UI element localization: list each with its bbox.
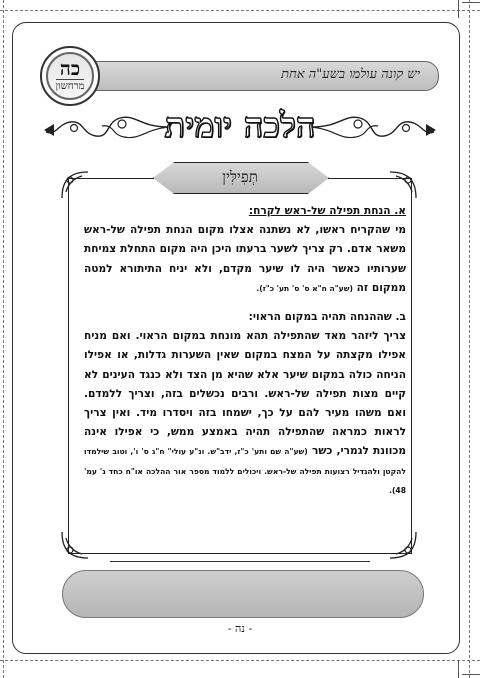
- paragraph-1-text: מי שהקריח ראשו, לא נשתנה אצלו מקום הנחת תפילה של-ראש משאר אדם. רק צריך לשער ברעתו היכן היה מקום התחלת צמיחת שערותיו כאשר היה לו שיער מקדם, ולא יניח התיתורא למטה ממקום זה: [84, 224, 406, 294]
- footer-band: [62, 570, 424, 618]
- section-title: תְּפִילִּין: [222, 168, 258, 186]
- crop-mark: [462, 2, 480, 3]
- paragraph-1-heading: א. הנחת תפילה של-ראש לקרח:: [248, 205, 406, 217]
- header-text: יש קונה עולמו בשע"ה אחת: [281, 67, 420, 82]
- paragraph-2-source: (שע"ה שם ותע' כ"ז, ידב"ש. ונ"ע עולי" ח"ג ס' ו', וטוב שילמדו להקטן ולהגדיל רצועות תפילה של-ראש. ויכולים ללמוד מספר אור ההלכה או"ח כחד ג' עמ' 48).: [84, 447, 406, 495]
- date-badge-inner: [46, 52, 94, 100]
- date-badge: [40, 46, 100, 106]
- cut-line-bottom: [0, 660, 480, 661]
- footer-divider: [110, 561, 370, 562]
- page-number: - נה -: [227, 622, 253, 635]
- crop-mark: [458, 660, 459, 678]
- date-month: מרחשון: [55, 81, 85, 92]
- paragraph-1: [84, 202, 406, 298]
- paragraph-1-source: (שע"ה ח"א ס' ס' תע' כ"ז).: [256, 283, 353, 293]
- cut-line-right: [469, 0, 470, 678]
- main-title: הלכה יומית: [164, 106, 316, 146]
- crop-mark: [462, 674, 480, 675]
- paragraph-2-heading: ב. שההנחה תהיה במקום הראוי:: [248, 311, 406, 324]
- corner-ornament-bottom-left: [60, 530, 90, 560]
- date-day: כה: [59, 58, 81, 80]
- flourish-right-ornament: [310, 110, 440, 144]
- paragraph-2: [84, 308, 406, 500]
- paragraph-2-text: צריך ליזהר מאד שהתפילה תהא מונחת במקום הראוי. ואם מניח אפילו מקצתה על המצח במקום שאין השערות גדלות, או אפילו הניחה כולה במקום שיער אלא שהיא מן הצד ולא כנגד העינים לא קיים מצות תפילה של-ראש. ורבים נכשלים בזה, וצריך ללמדם. ואם משהו מעיר להם על כך, ישמחו בזה ויסדרו מיד. ואין צריך לראות כמראה שהתפילה תהיה באמצע ממש, כי אפילו אינה מכוונת לגמרי, כשר: [84, 330, 406, 458]
- corner-ornament-bottom-right: [388, 530, 418, 560]
- halacha-body: [84, 202, 406, 510]
- corner-ornament-top-right: [388, 170, 418, 200]
- corner-ornament-top-left: [60, 170, 90, 200]
- cut-line-top: [0, 10, 480, 11]
- crop-mark: [458, 0, 459, 18]
- cut-line-left: [3, 0, 4, 678]
